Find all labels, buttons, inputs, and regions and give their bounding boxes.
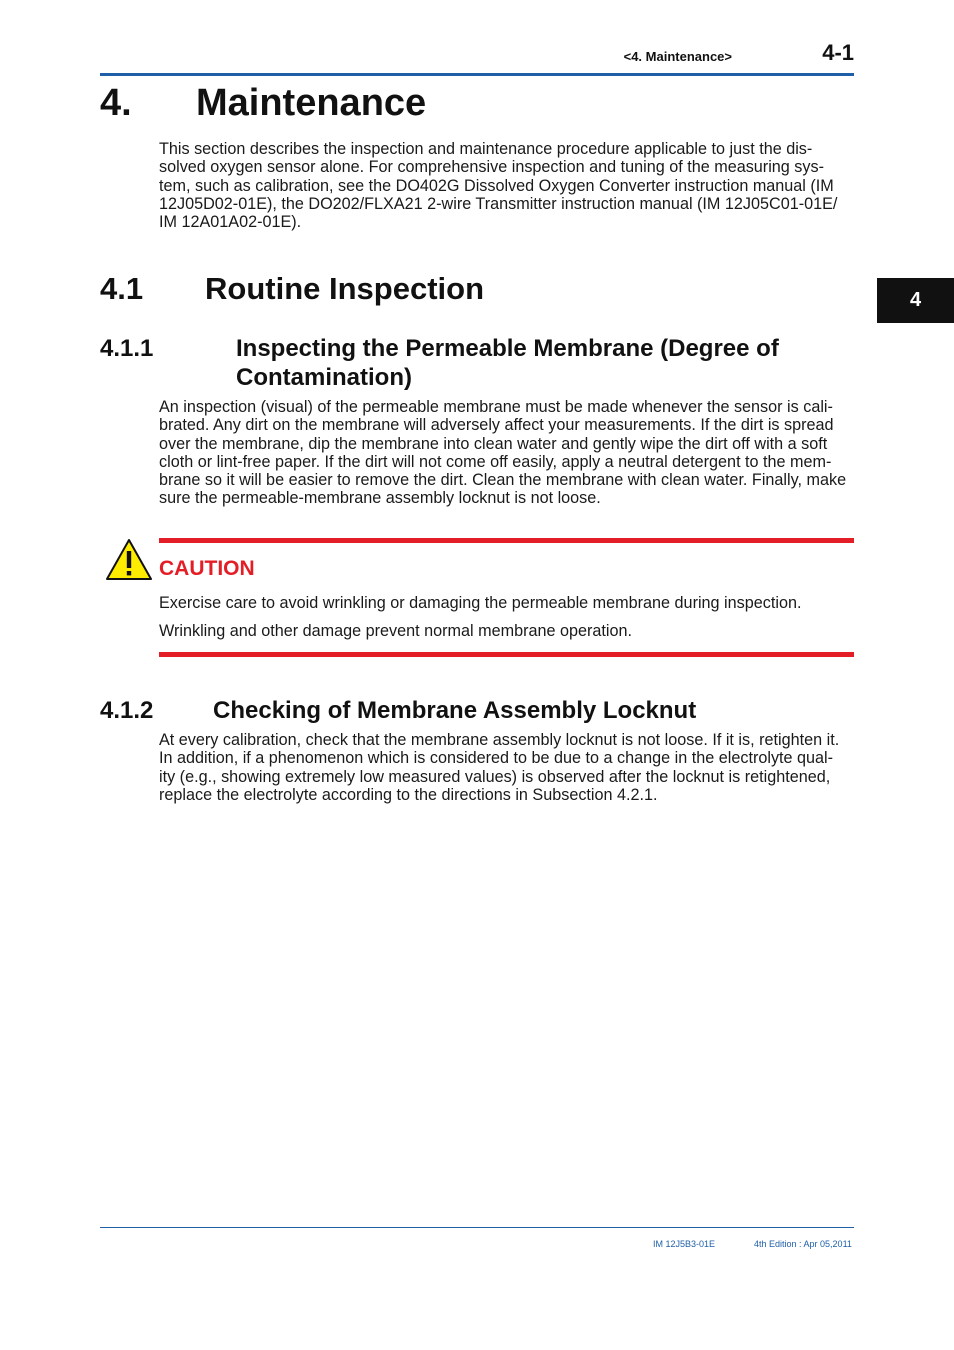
footer-edition: 4th Edition : Apr 05,2011 <box>754 1239 852 1249</box>
subsection-title: Checking of Membrane Assembly Locknut <box>213 697 697 724</box>
body-line: ity (e.g., showing extremely low measured values) is observed after the locknut is retightened, <box>159 767 831 786</box>
page-number: 4-1 <box>822 40 854 65</box>
chapter-intro <box>159 140 837 231</box>
subsection-body <box>159 398 846 508</box>
subsection-number: 4.1.2 <box>100 697 154 724</box>
section-title: Routine Inspection <box>205 271 484 306</box>
body-line: cloth or lint-free paper. If the dirt will not come off easily, apply a neutral detergent to the mem- <box>159 452 832 471</box>
caution-text-line: Exercise care to avoid wrinkling or damaging the permeable membrane during inspection. <box>159 594 802 612</box>
body-line: replace the electrolyte according to the directions in Subsection 4.2.1. <box>159 785 658 804</box>
caution-bottom-rule <box>159 652 854 657</box>
intro-line: tem, such as calibration, see the DO402G Dissolved Oxygen Converter instruction manual (IM <box>159 176 834 195</box>
body-line: over the membrane, dip the membrane into clean water and gently wipe the dirt off with a soft <box>159 434 828 453</box>
body-line: brane so it will be easier to remove the dirt. Clean the membrane with clean water. Finally, make <box>159 471 847 490</box>
chapter-tab <box>877 278 954 323</box>
subsection-number: 4.1.1 <box>100 335 154 362</box>
warning-triangle-icon <box>105 538 153 581</box>
body-line: brated. Any dirt on the membrane will adversely affect your measurements. If the dirt is spread <box>159 416 834 435</box>
chapter-number: 4. <box>100 82 132 124</box>
subsection-title-line: Contamination) <box>236 364 412 391</box>
chapter-tab-label: 4 <box>909 289 922 311</box>
body-line: An inspection (visual) of the permeable membrane must be made whenever the sensor is cali- <box>159 398 833 416</box>
intro-line: solved oxygen sensor alone. For comprehensive inspection and tuning of the measuring sys- <box>159 158 824 177</box>
subsection-body <box>159 731 839 804</box>
body-line: At every calibration, check that the membrane assembly locknut is not loose. If it is, retighten it. <box>159 731 840 749</box>
footer-doc-id: IM 12J5B3-01E <box>653 1239 716 1249</box>
body-line: sure the permeable-membrane assembly locknut is not loose. <box>159 489 601 508</box>
intro-line: 12J05D02-01E), the DO202/FLXA21 2-wire Transmitter instruction manual (IM 12J05C01-01E/ <box>159 194 838 213</box>
subsection-title <box>236 334 779 392</box>
intro-line: This section describes the inspection and maintenance procedure applicable to just the dis- <box>159 140 813 158</box>
chapter-title: Maintenance <box>196 82 427 124</box>
section-number: 4.1 <box>100 271 144 306</box>
header-rule <box>100 73 854 76</box>
footer-rule <box>100 1227 854 1228</box>
intro-line: IM 12A01A02-01E). <box>159 213 302 232</box>
caution-text-line: Wrinkling and other damage prevent normal membrane operation. <box>159 622 632 640</box>
caution-top-rule <box>159 538 854 543</box>
caution-label: CAUTION <box>159 557 255 580</box>
subsection-title-line: Inspecting the Permeable Membrane (Degree of <box>236 335 779 362</box>
running-header-section: <4. Maintenance> <box>623 49 732 64</box>
body-line: In addition, if a phenomenon which is considered to be due to a change in the electrolyte qual- <box>159 749 834 768</box>
